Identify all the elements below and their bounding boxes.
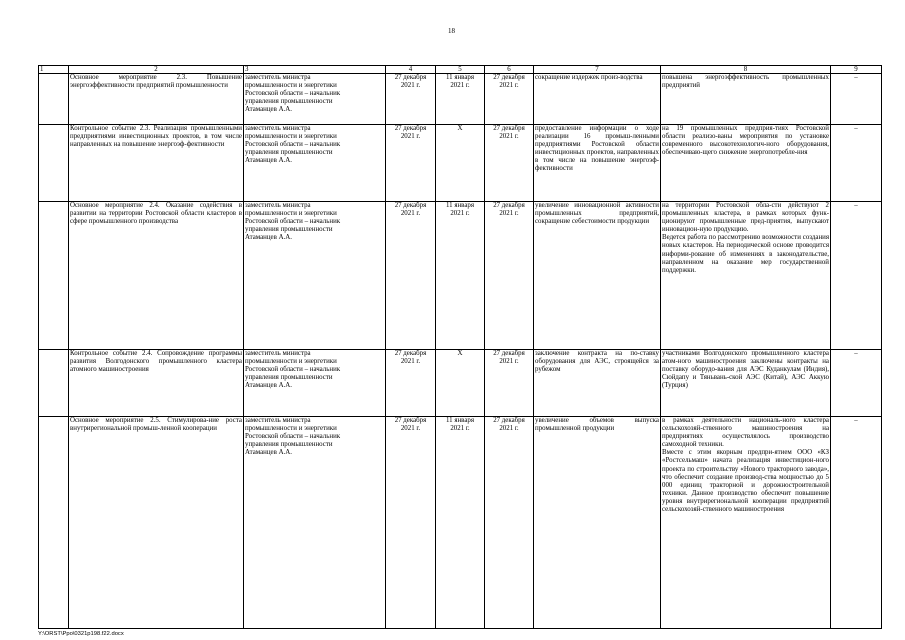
note-cell: –: [831, 202, 882, 350]
planned-result-cell: увеличение объемов выпуска промышленной продукции: [534, 417, 661, 629]
column-number: 5: [436, 66, 485, 74]
actual-date-cell: 27 декабря 2021 г.: [485, 125, 534, 202]
event-name-cell: Контрольное событие 2.3. Реализация промышленными предприятиями инвестиционных проектов, в том числе направленных на повышение энергоэф-фективности: [69, 125, 244, 202]
table-row: [39, 350, 882, 417]
row-number-cell: [39, 74, 69, 125]
event-name-cell: Основное мероприятие 2.3. Повышение энергоэффективности предприятий промышленности: [69, 74, 244, 125]
start-date-cell: 11 января 2021 г.: [436, 202, 485, 350]
planned-result-cell: увеличение инновационной активности промышленных предприятий, сокращение себестоимости продукции: [534, 202, 661, 350]
row-number-cell: [39, 350, 69, 417]
document-file-path: Y:\ORST\Ppo\0321p198.f22.docx: [38, 631, 124, 637]
planned-date-cell: 27 декабря 2021 г.: [386, 350, 436, 417]
column-number: 8: [661, 66, 831, 74]
actual-date-cell: 27 декабря 2021 г.: [485, 202, 534, 350]
column-number: 4: [386, 66, 436, 74]
event-name-cell: Основное мероприятие 2.4. Оказание содействия в развитии на территории Ростовской области кластеров в сфере промышленного производства: [69, 202, 244, 350]
planned-date-cell: 27 декабря 2021 г.: [386, 74, 436, 125]
report-table: [38, 65, 882, 629]
column-number-row: [39, 66, 882, 74]
row-number-cell: [39, 202, 69, 350]
start-date-cell: 11 января 2021 г.: [436, 74, 485, 125]
actual-result-cell: на территории Ростовской обла-сти действуют 2 промышленных кластера, в рамках которых функ-ционируют промышленные пред-приятия, выпускают инновацион-ную продукцию. Ведется работа по рассмотрению возможности создания новых кластеров. На периодической основе проводится информи-рование об изменениях в законодательстве, направленном на оказание мер государственной поддержки.: [661, 202, 831, 350]
responsible-cell: заместитель министра промышленности и энергетики Ростовской области – начальник управления промышленности Атаманцев А.А.: [244, 202, 386, 350]
column-number: 1: [39, 66, 69, 74]
column-number: 6: [485, 66, 534, 74]
column-number: 7: [534, 66, 661, 74]
table-row: [39, 202, 882, 350]
actual-result-cell: в рамках деятельности националь-ного кластера сельскохозяй-ственного машиностроения на предприятиях осуществлялось производство самоходной техники. Вместе с этим якорным предпри-ятием ООО «КЗ «Ростсельмаш» начата реализация инвестицион-ного проекта по строительству «Нового тракторного завода», что обеспечит создание производ-ства мощностью до 5 000 единиц тракторной и дорожностроительной техники. Данное производство обеспечит повышение уровня внутрирегиональной кооперации предприятий сельскохозяй-ственного машиностроения: [661, 417, 831, 629]
responsible-cell: заместитель министра промышленности и энергетики Ростовской области – начальник управления промышленности Атаманцев А.А.: [244, 125, 386, 202]
planned-date-cell: 27 декабря 2021 г.: [386, 202, 436, 350]
column-number: 2: [69, 66, 244, 74]
planned-result-cell: сокращение издержек произ-водства: [534, 74, 661, 125]
page-number: 18: [448, 27, 455, 35]
column-number: 9: [831, 66, 882, 74]
actual-result-cell: участниками Волгодонского промышленного кластера атом-ного машиностроения заключены контракты на поставку оборудо-вания для АЭС Куданкулам (Индия), Сюйдапу и Тяньвань-ской АЭС (Китай), АЭС Аккую (Турция): [661, 350, 831, 417]
planned-date-cell: 27 декабря 2021 г.: [386, 417, 436, 629]
responsible-cell: заместитель министра промышленности и энергетики Ростовской области – начальник управления промышленности Атаманцев А.А.: [244, 74, 386, 125]
table-row: [39, 417, 882, 629]
start-date-cell: 11 января 2021 г.: [436, 417, 485, 629]
actual-date-cell: 27 декабря 2021 г.: [485, 417, 534, 629]
note-cell: –: [831, 74, 882, 125]
planned-result-cell: предоставление информации о ходе реализации 16 промыш-ленными предприятиями Ростовской области инвестиционных проектов, направленных в том числе на повышение энергоэф-фективности: [534, 125, 661, 202]
start-date-cell: Х: [436, 125, 485, 202]
planned-result-cell: заключение контракта на по-ставку оборудования для АЭС, строящейся за рубежом: [534, 350, 661, 417]
note-cell: –: [831, 350, 882, 417]
note-cell: –: [831, 417, 882, 629]
table-row: [39, 74, 882, 125]
actual-result-cell: повышена энергоэффективность промышленных предприятий: [661, 74, 831, 125]
start-date-cell: Х: [436, 350, 485, 417]
actual-date-cell: 27 декабря 2021 г.: [485, 350, 534, 417]
responsible-cell: заместитель министра промышленности и энергетики Ростовской области – начальник управления промышленности Атаманцев А.А.: [244, 350, 386, 417]
table-row: [39, 125, 882, 202]
column-number: 3: [244, 66, 386, 74]
note-cell: –: [831, 125, 882, 202]
actual-result-cell: на 19 промышленных предприя-тиях Ростовской области реализо-ваны мероприятия по установке современного высокотехнологич-ного оборудования, обеспечиваю-щего снижение энергопотребле-ния: [661, 125, 831, 202]
event-name-cell: Контрольное событие 2.4. Сопровождение программы развития Волгодонского промышленного кластера атомного машиностроения: [69, 350, 244, 417]
row-number-cell: [39, 417, 69, 629]
planned-date-cell: 27 декабря 2021 г.: [386, 125, 436, 202]
responsible-cell: заместитель министра промышленности и энергетики Ростовской области – начальник управления промышленности Атаманцев А.А.: [244, 417, 386, 629]
event-name-cell: Основное мероприятие 2.5. Стимулирова-ние роста внутрирегиональной промыш-ленной кооперации: [69, 417, 244, 629]
actual-date-cell: 27 декабря 2021 г.: [485, 74, 534, 125]
row-number-cell: [39, 125, 69, 202]
